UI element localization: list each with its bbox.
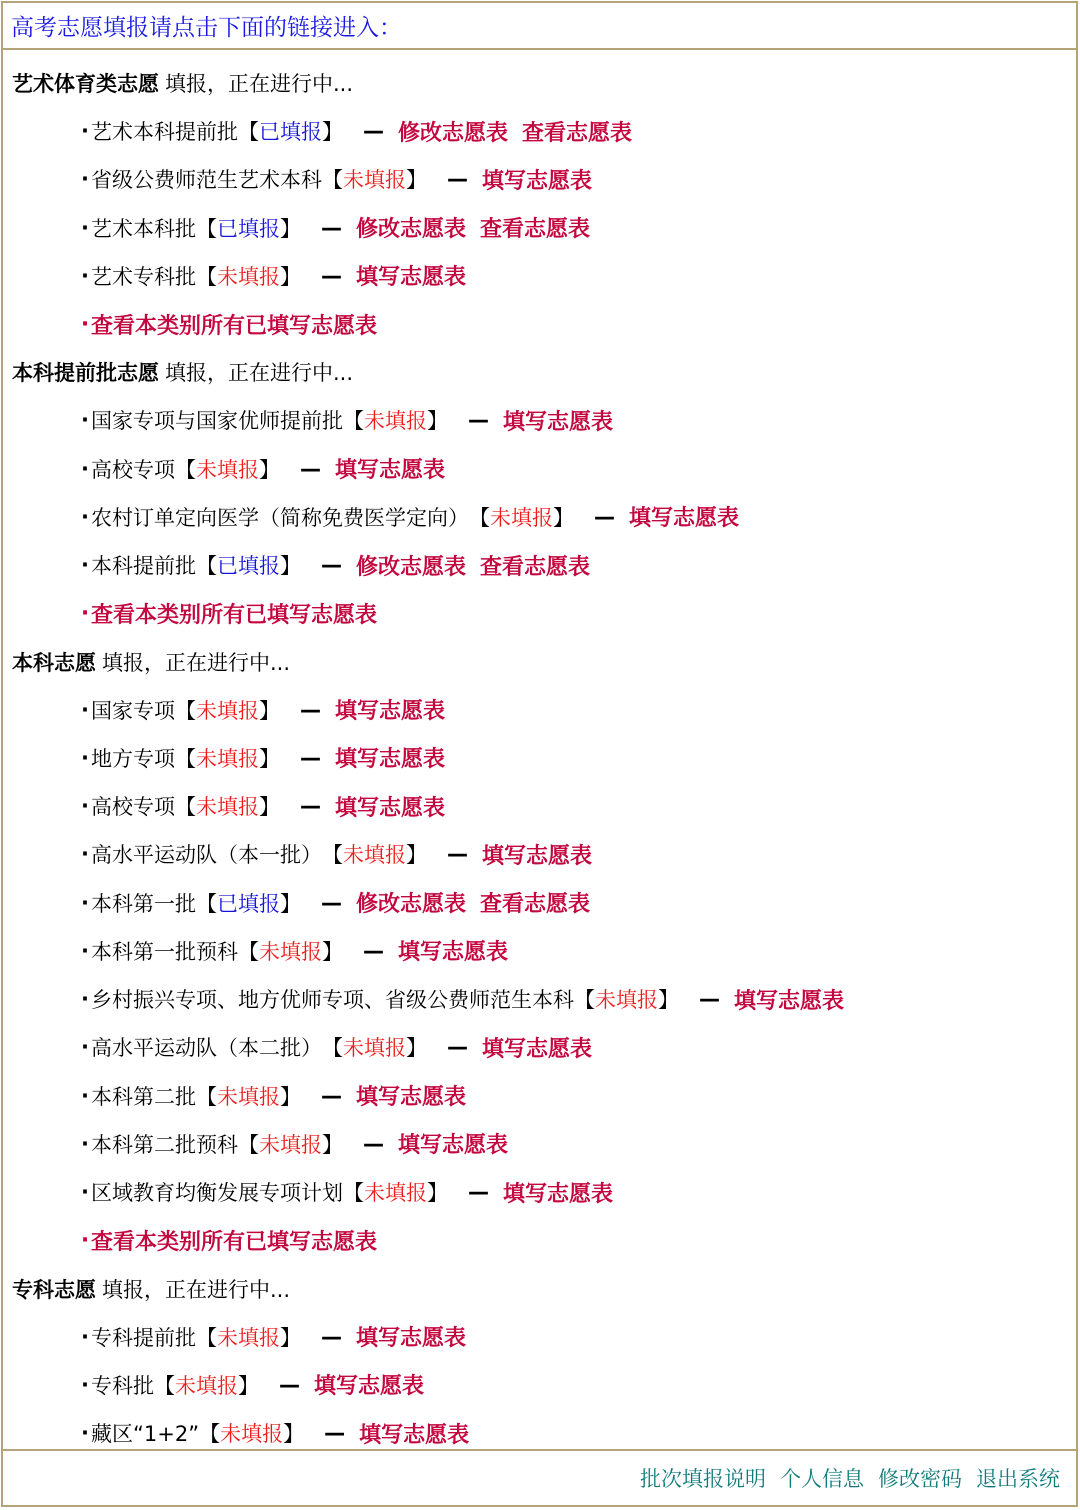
bracket-right: 】 (259, 457, 280, 482)
batch-row (3, 204, 1076, 252)
bullet-dot: · (81, 408, 89, 433)
dash-separator: — (594, 504, 615, 529)
bullet-dot: · (81, 745, 89, 770)
batch-row (3, 975, 1076, 1023)
bracket-right: 】 (280, 891, 301, 916)
bracket-left: 【 (238, 1132, 259, 1157)
bracket-right: 】 (238, 1373, 259, 1398)
batch-row (3, 396, 1076, 444)
batch-row (3, 1023, 1076, 1071)
view-all-filled-link[interactable] (3, 589, 1076, 637)
batch-name: 本科提前批 (91, 554, 196, 579)
dash-separator: — (447, 167, 468, 192)
batch-row (3, 107, 1076, 155)
fill-form-link[interactable]: 填写志愿表 (335, 458, 446, 484)
bullet-dot: · (81, 1324, 89, 1349)
bracket-left: 【 (196, 891, 217, 916)
batch-row (3, 1313, 1076, 1361)
bullet-dot: · (81, 167, 89, 192)
bracket-left: 【 (322, 843, 343, 868)
batch-name: 本科第二批 (91, 1084, 196, 1109)
bracket-right: 】 (259, 795, 280, 820)
section-status-text: 填报，正在进行中... (165, 72, 354, 96)
section-name: 专科志愿 (12, 1277, 96, 1302)
batch-row (3, 830, 1076, 878)
fill-form-link[interactable]: 填写志愿表 (482, 168, 593, 194)
bullet-dot: · (81, 456, 89, 481)
bracket-left: 【 (343, 409, 364, 434)
dash-separator: — (321, 890, 342, 915)
bullet-dot: · (81, 890, 89, 915)
bracket-right: 】 (280, 216, 301, 241)
bullet-dot: · (81, 119, 89, 144)
dash-separator: — (321, 553, 342, 578)
section-title (3, 59, 1076, 107)
bullet-dot: · (81, 1035, 89, 1060)
bracket-right: 】 (658, 988, 679, 1013)
batch-name: 本科第二批预科 (91, 1132, 238, 1157)
status-badge-unfilled: 未填报 (364, 409, 427, 434)
bracket-right: 】 (406, 1036, 427, 1061)
dash-separator: — (321, 263, 342, 288)
bracket-left: 【 (238, 939, 259, 964)
bracket-right: 】 (322, 1132, 343, 1157)
status-badge-unfilled: 未填报 (364, 1181, 427, 1206)
status-badge-unfilled: 未填报 (220, 1422, 284, 1447)
batch-name: 高校专项 (91, 457, 175, 482)
bullet-dot: · (81, 697, 89, 722)
view-all-filled-link[interactable] (3, 300, 1076, 348)
status-badge-unfilled: 未填报 (196, 457, 259, 482)
personal-info-link[interactable]: 个人信息 (780, 1467, 864, 1491)
bracket-left: 【 (196, 1325, 217, 1350)
bullet-dot: · (80, 600, 90, 626)
status-badge-unfilled: 未填报 (343, 1036, 406, 1061)
status-badge-unfilled: 未填报 (343, 168, 406, 193)
batch-row (3, 782, 1076, 830)
dash-separator: — (321, 1324, 342, 1349)
bracket-left: 【 (196, 216, 217, 241)
batch-name: 国家专项 (91, 698, 175, 723)
dash-separator: — (279, 1372, 300, 1397)
batch-instructions-link[interactable]: 批次填报说明 (640, 1467, 766, 1491)
batch-row (3, 1361, 1076, 1409)
bracket-left: 【 (175, 698, 196, 723)
modify-form-link[interactable]: 修改志愿表 (356, 217, 467, 243)
bracket-right: 】 (322, 120, 343, 145)
bullet-dot: · (81, 504, 89, 529)
batch-name: 高水平运动队（本二批） (91, 1036, 322, 1061)
view-form-link[interactable]: 查看志愿表 (480, 217, 591, 243)
status-badge-unfilled: 未填报 (217, 1325, 280, 1350)
view-form-link[interactable]: 查看志愿表 (522, 120, 633, 146)
dash-separator: — (468, 1180, 489, 1205)
view-all-label: 查看本类别所有已填写志愿表 (91, 1229, 378, 1255)
section-title (3, 638, 1076, 686)
fill-form-link[interactable]: 填写志愿表 (356, 265, 467, 291)
status-badge-unfilled: 未填报 (595, 988, 658, 1013)
bracket-right: 】 (427, 409, 448, 434)
bracket-right: 】 (322, 939, 343, 964)
view-all-label: 查看本类别所有已填写志愿表 (91, 313, 378, 339)
fill-form-link[interactable]: 填写志愿表 (335, 747, 446, 773)
section-name: 艺术体育类志愿 (12, 72, 159, 96)
fill-form-link[interactable]: 填写志愿表 (503, 409, 614, 435)
batch-name: 高校专项 (91, 795, 175, 820)
dash-separator: — (363, 119, 384, 144)
batch-name: 农村订单定向医学（简称免费医学定向） (91, 505, 469, 530)
batch-name: 专科提前批 (91, 1325, 196, 1350)
bullet-dot: · (80, 311, 90, 337)
bracket-right: 】 (259, 698, 280, 723)
status-badge-filled: 已填报 (217, 891, 280, 916)
status-badge-unfilled: 未填报 (175, 1373, 238, 1398)
batch-row (3, 155, 1076, 203)
bracket-right: 】 (259, 746, 280, 771)
fill-form-link[interactable]: 填写志愿表 (314, 1374, 425, 1400)
bracket-right: 】 (280, 1325, 301, 1350)
view-form-link[interactable]: 查看志愿表 (480, 892, 591, 918)
bracket-left: 【 (196, 1084, 217, 1109)
status-badge-unfilled: 未填报 (259, 939, 322, 964)
batch-row (3, 734, 1076, 782)
bullet-dot: · (81, 1421, 89, 1446)
fill-form-link[interactable]: 填写志愿表 (356, 1326, 467, 1352)
section-title (3, 1265, 1076, 1313)
batch-name: 艺术本科提前批 (91, 120, 238, 145)
status-badge-unfilled: 未填报 (217, 264, 280, 289)
fill-form-link[interactable]: 填写志愿表 (359, 1422, 470, 1448)
status-badge-unfilled: 未填报 (196, 698, 259, 723)
batch-name: 本科第一批 (91, 891, 196, 916)
bullet-dot: · (80, 1227, 90, 1253)
batch-row (3, 1168, 1076, 1216)
bracket-left: 【 (199, 1422, 221, 1447)
batch-name: 专科批 (91, 1373, 154, 1398)
bullet-dot: · (81, 215, 89, 240)
bracket-right: 】 (553, 505, 574, 530)
bracket-left: 【 (322, 168, 343, 193)
view-all-label: 查看本类别所有已填写志愿表 (91, 602, 378, 628)
fill-form-link[interactable]: 填写志愿表 (398, 1133, 509, 1159)
bracket-left: 【 (196, 264, 217, 289)
status-badge-filled: 已填报 (217, 554, 280, 579)
bullet-dot: · (81, 938, 89, 963)
dash-separator: — (468, 408, 489, 433)
batch-row (3, 252, 1076, 300)
fill-form-link[interactable]: 填写志愿表 (734, 988, 845, 1014)
view-all-filled-link[interactable] (3, 1216, 1076, 1264)
bracket-right: 】 (406, 168, 427, 193)
bracket-left: 【 (574, 988, 595, 1013)
batch-name: 地方专项 (91, 746, 175, 771)
bullet-dot: · (81, 842, 89, 867)
bracket-left: 【 (175, 795, 196, 820)
fill-form-link[interactable]: 填写志愿表 (629, 506, 740, 532)
batch-row (3, 1072, 1076, 1120)
bullet-dot: · (81, 794, 89, 819)
dash-separator: — (324, 1421, 346, 1446)
bracket-left: 【 (175, 457, 196, 482)
modify-form-link[interactable]: 修改志愿表 (398, 120, 509, 146)
batch-row (3, 1120, 1076, 1168)
dash-separator: — (447, 1035, 468, 1060)
dash-separator: — (363, 938, 384, 963)
bracket-left: 【 (322, 1036, 343, 1061)
batch-row (3, 686, 1076, 734)
batch-row (3, 541, 1076, 589)
batch-list (3, 59, 1076, 1457)
batch-name: 区域教育均衡发展专项计划 (91, 1181, 343, 1206)
bracket-left: 【 (238, 120, 259, 145)
bullet-dot: · (81, 1372, 89, 1397)
bullet-dot: · (81, 987, 89, 1012)
dash-separator: — (300, 794, 321, 819)
batch-row (3, 927, 1076, 975)
dash-separator: — (363, 1131, 384, 1156)
section-title (3, 348, 1076, 396)
batch-name: 艺术本科批 (91, 216, 196, 241)
batch-name: 乡村振兴专项、地方优师专项、省级公费师范生本科 (91, 988, 574, 1013)
bullet-dot: · (81, 1131, 89, 1156)
bullet-dot: · (81, 1180, 89, 1205)
footer-nav (3, 1449, 1076, 1505)
dash-separator: — (300, 745, 321, 770)
bracket-left: 【 (469, 505, 490, 530)
batch-name: 国家专项与国家优师提前批 (91, 409, 343, 434)
bracket-right: 】 (280, 554, 301, 579)
dash-separator: — (447, 842, 468, 867)
bracket-left: 【 (343, 1181, 364, 1206)
bullet-dot: · (81, 1083, 89, 1108)
page-title: 高考志愿填报请点击下面的链接进入： (11, 15, 402, 41)
fill-form-link[interactable]: 填写志愿表 (503, 1181, 614, 1207)
batch-name: 省级公费师范生艺术本科 (91, 168, 322, 193)
dash-separator: — (321, 1083, 342, 1108)
modify-form-link[interactable]: 修改志愿表 (356, 892, 467, 918)
bracket-right: 】 (283, 1422, 305, 1447)
page-header (3, 3, 1076, 50)
fill-form-link[interactable]: 填写志愿表 (335, 795, 446, 821)
section-status-text: 填报，正在进行中... (102, 1277, 291, 1302)
bracket-left: 【 (154, 1373, 175, 1398)
bracket-right: 】 (280, 264, 301, 289)
bracket-right: 】 (406, 843, 427, 868)
fill-form-link[interactable]: 填写志愿表 (335, 699, 446, 725)
batch-row (3, 879, 1076, 927)
section-name: 本科提前批志愿 (12, 361, 159, 386)
batch-name: 艺术专科批 (91, 264, 196, 289)
status-badge-filled: 已填报 (217, 216, 280, 241)
batch-row (3, 493, 1076, 541)
dash-separator: — (321, 215, 342, 240)
fill-form-link[interactable]: 填写志愿表 (482, 1036, 593, 1062)
status-badge-unfilled: 未填报 (343, 843, 406, 868)
fill-form-link[interactable]: 填写志愿表 (398, 940, 509, 966)
status-badge-unfilled: 未填报 (196, 746, 259, 771)
fill-form-link[interactable]: 填写志愿表 (356, 1085, 467, 1111)
logout-link[interactable]: 退出系统 (976, 1467, 1060, 1491)
bullet-dot: · (81, 553, 89, 578)
batch-name: 藏区“1+2” (91, 1422, 200, 1447)
section-status-text: 填报，正在进行中... (165, 361, 354, 386)
status-badge-unfilled: 未填报 (490, 505, 553, 530)
view-form-link[interactable]: 查看志愿表 (480, 554, 591, 580)
fill-form-link[interactable]: 填写志愿表 (482, 843, 593, 869)
dash-separator: — (699, 987, 720, 1012)
bracket-left: 【 (196, 554, 217, 579)
status-badge-unfilled: 未填报 (196, 795, 259, 820)
bracket-left: 【 (175, 746, 196, 771)
bracket-right: 】 (427, 1181, 448, 1206)
dash-separator: — (300, 456, 321, 481)
batch-name: 本科第一批预科 (91, 939, 238, 964)
dash-separator: — (300, 697, 321, 722)
batch-name: 高水平运动队（本一批） (91, 843, 322, 868)
section-status-text: 填报，正在进行中... (102, 650, 291, 675)
bullet-dot: · (81, 263, 89, 288)
status-badge-unfilled: 未填报 (217, 1084, 280, 1109)
section-name: 本科志愿 (12, 650, 96, 675)
change-password-link[interactable]: 修改密码 (878, 1467, 962, 1491)
status-badge-filled: 已填报 (259, 120, 322, 145)
bracket-right: 】 (280, 1084, 301, 1109)
main-frame (1, 1, 1078, 1507)
status-badge-unfilled: 未填报 (259, 1132, 322, 1157)
batch-row (3, 445, 1076, 493)
modify-form-link[interactable]: 修改志愿表 (356, 554, 467, 580)
